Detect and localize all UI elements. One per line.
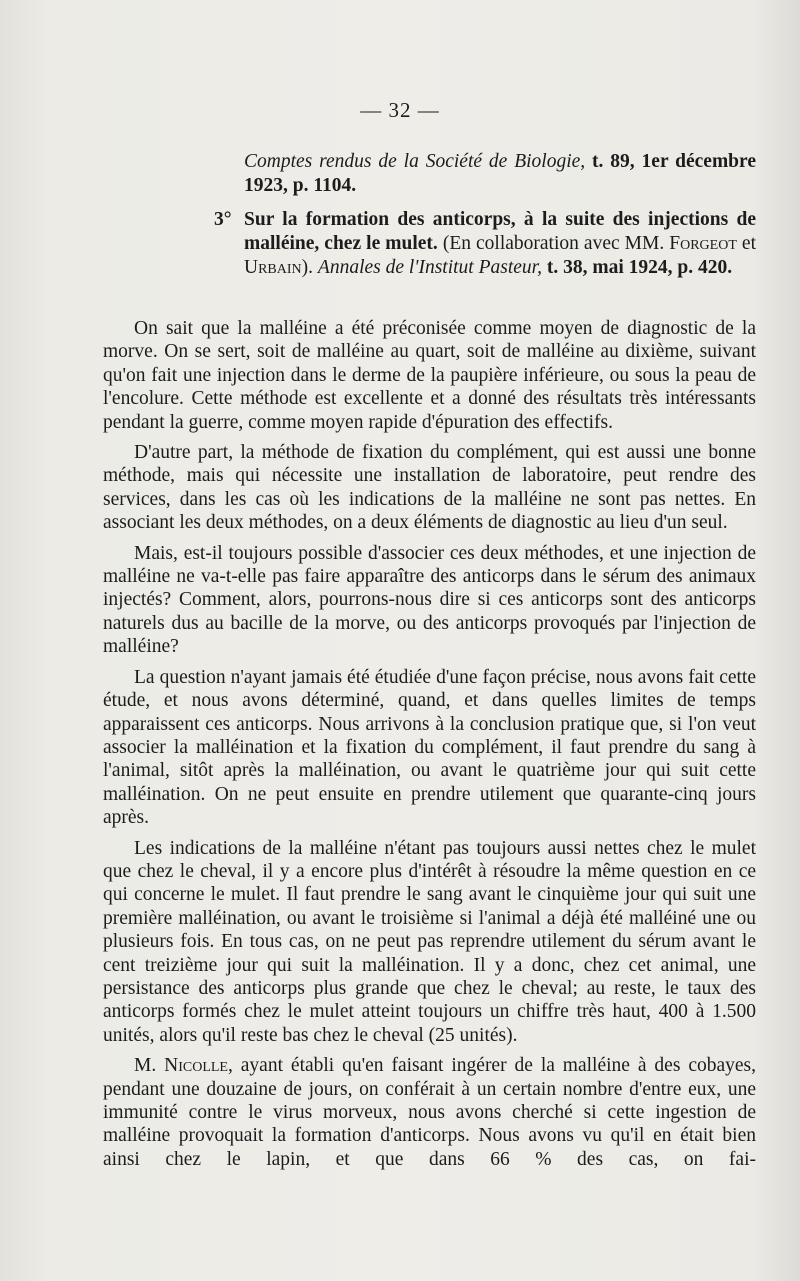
reference-number: 3°	[214, 209, 232, 230]
reference-title: Sur la formation des anticorps, à la suite des injections de malléine, chez le mulet.	[244, 209, 756, 254]
reference-collab-suffix: ).	[301, 257, 318, 278]
reference-author: Urbain	[244, 257, 302, 278]
reference-entry	[214, 208, 756, 280]
reference-journal: Annales de l'Institut Pasteur,	[317, 257, 542, 278]
reference-journal: Comptes rendus de la Société de Biologie,	[244, 151, 586, 172]
paragraph: Mais, est-il toujours possible d'associer ces deux méthodes, et une injection de malléine ne va-t-elle pas faire apparaître des anticorps dans le sérum des animaux injectés? Comment, alors, pourrons-nous dire si ces anticorps sont des anticorps naturels dus au bacille de la morve, ou des anticorps provoqués par l'injection de malléine?	[103, 542, 756, 658]
paragraph: Les indications de la malléine n'étant pas toujours aussi nettes chez le mulet que chez le cheval, il y a encore plus d'intérêt à résoudre la même question en ce qui concerne le mulet. Il faut prendre le sang avant le cinquième jour qui suit une première malléination, ou avant le troisième si l'animal a déjà été malléiné une ou plusieurs fois. En tous cas, on ne peut pas reprendre utilement du sérum avant le cent treizième jour qui suit la malléination. Il y a donc, chez cet animal, une persistance des anticorps plus grande que chez le cheval; au reste, le taux des anticorps formés chez le mulet atteint toujours un chiffre très haut, 400 à 1.500 unités, alors qu'il reste bas chez le cheval (25 unités).	[103, 837, 756, 1046]
reference-collab-prefix: (En collaboration avec MM.	[437, 233, 670, 254]
paragraph-text: ayant établi qu'en faisant ingérer de la malléine à des cobayes, pendant une douzaine de jours, on conférait à un certain nombre d'entre eux, une immunité contre le virus morveux, nous avons cherché si cette ingestion de malléine provoquait la formation d'anticorps. Nous avons vu qu'il en était bien ainsi chez le lapin, et que dans 66 % des cas, on fai-	[103, 1055, 757, 1170]
reference-continuation	[244, 150, 756, 198]
paragraph: La question n'ayant jamais été étudiée d'une façon précise, nous avons fait cette étude, et nous avons déterminé, quand, et dans quelles limites de temps apparaissent ces anticorps. Nous arrivons à la conclusion pratique que, si l'on veut associer la malléination et la fixation du complément, il faut prendre du sang à l'animal, sitôt après la malléination, ou avant le quatrième jour qui suit cette malléination. On ne peut ensuite en prendre utilement que quarante-cinq jours après.	[103, 666, 756, 829]
page-number: — 32 —	[360, 98, 440, 122]
reference-author: Forgeot	[669, 233, 737, 254]
paragraph: On sait que la malléine a été préconisée comme moyen de diagnostic de la morve. On se sert, soit de malléine au quart, soit de malléine au dixième, suivant qu'on fait une injection dans le derme de la paupière inférieure, ou sous la peau de l'encolure. Cette méthode est excellente et a donné des résultats très intéressants pendant la guerre, comme moyen rapide d'épuration des effectifs.	[103, 318, 756, 433]
reference-details: t. 89, 1er décembre 1923, p. 1104.	[244, 151, 756, 196]
reference-and: et	[736, 233, 756, 254]
body-text	[103, 317, 756, 1171]
paragraph	[103, 1054, 756, 1171]
author-name: M. Nicolle,	[134, 1055, 233, 1077]
paragraph: D'autre part, la méthode de fixation du complément, qui est aussi une bonne méthode, mais qui nécessite une installation de laboratoire, peut rendre des services, dans les cas où les indications de la malléine ne sont pas nettes. En associant les deux méthodes, on a deux éléments de diagnostic au lieu d'un seul.	[103, 442, 756, 534]
reference-details: t. 38, mai 1924, p. 420.	[541, 257, 733, 278]
